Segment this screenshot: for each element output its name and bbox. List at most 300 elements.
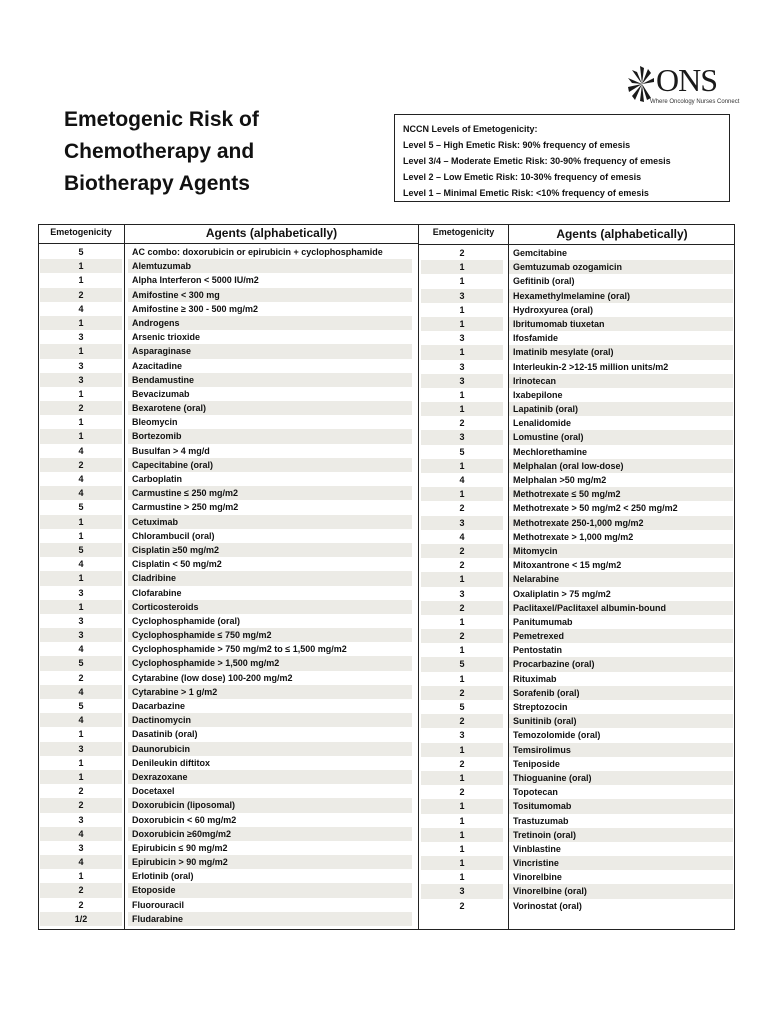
table-row: [421, 757, 733, 771]
emetogenicity-value: 1: [421, 260, 503, 274]
emetogenicity-value: 3: [78, 332, 84, 343]
agent-name: Denileukin diftitox: [132, 757, 211, 768]
agent-name: Hydroxyurea (oral): [513, 304, 594, 315]
emetogenicity-value: 4: [459, 531, 465, 542]
emetogenicity-value: 3: [459, 333, 465, 344]
emetogenicity-value: 1: [459, 815, 465, 826]
table-row: [421, 388, 733, 402]
agent-name: Epirubicin ≤ 90 mg/m2: [132, 842, 228, 853]
agent-name: Rituximab: [513, 673, 557, 684]
agent-name: Bortezomib: [128, 429, 412, 443]
agent-name: Cyclophosphamide ≤ 750 mg/m2: [128, 628, 412, 642]
agent-name: Corticosteroids: [128, 600, 412, 614]
table-row: [421, 572, 733, 586]
emetogenicity-value: 4: [78, 474, 84, 484]
emetogenicity-value: 4: [78, 644, 84, 655]
agent-name: Ixabepilone: [513, 389, 563, 400]
table-row: [40, 727, 412, 741]
agent-name: Interleukin-2 >12-15 million units/m2: [513, 361, 669, 372]
emetogenicity-value: 3: [78, 360, 84, 371]
emetogenicity-value: 5: [78, 247, 84, 257]
emetogenicity-value: 2: [421, 629, 503, 643]
table-row: [421, 246, 733, 260]
agent-name: Carmustine ≤ 250 mg/m2: [128, 486, 412, 500]
levels-heading: NCCN Levels of Emetogenicity:: [403, 124, 538, 134]
emetogenicity-value: 5: [459, 446, 465, 457]
emetogenicity-value: 1: [459, 673, 465, 684]
table-row: [40, 756, 412, 770]
table-row: [40, 373, 412, 387]
agent-name: Erlotinib (oral): [132, 871, 194, 882]
agent-name: Temozolomide (oral): [513, 730, 601, 741]
table-row: [421, 657, 733, 671]
logo-tagline: Where Oncology Nurses Connect: [650, 99, 740, 105]
table-row: [40, 330, 412, 344]
table-row: [421, 587, 733, 601]
agent-name: Arsenic trioxide: [132, 332, 201, 343]
header-rule-left: [38, 243, 418, 244]
agent-name: Androgens: [128, 316, 412, 330]
emetogenicity-value: 1: [421, 487, 503, 501]
table-row: [421, 601, 733, 615]
table-row: [40, 415, 412, 429]
table-row: [421, 728, 733, 742]
agent-name: Dasatinib (oral): [132, 729, 198, 740]
table-row: [421, 828, 733, 842]
header-emetogenicity-right: Emetogenicity: [432, 227, 495, 237]
agent-name: Vorinostat (oral): [513, 900, 582, 911]
agent-name: Tretinoin (oral): [509, 828, 733, 842]
agent-name: Methotrexate ≤ 50 mg/m2: [509, 487, 733, 501]
table-row: [40, 288, 412, 302]
agent-name: Pentostatin: [513, 645, 563, 656]
agent-name: Docetaxel: [132, 786, 175, 797]
agent-name: Epirubicin > 90 mg/m2: [128, 855, 412, 869]
agent-name: Lapatinib (oral): [509, 402, 733, 416]
agent-name: Gemtuzumab ozogamicin: [509, 260, 733, 274]
table-row: [40, 770, 412, 784]
agent-name: Alemtuzumab: [128, 259, 412, 273]
agent-name: Pemetrexed: [509, 629, 733, 643]
emetogenicity-value: 2: [78, 786, 84, 797]
table-row: [421, 870, 733, 884]
table-row: [40, 500, 412, 514]
agent-name: Methotrexate 250-1,000 mg/m2: [509, 516, 733, 530]
agent-name: Methotrexate > 1,000 mg/m2: [513, 531, 634, 542]
agent-name: Cytarabine > 1 g/m2: [128, 685, 412, 699]
agent-name: Cetuximab: [128, 515, 412, 529]
table-row: [40, 429, 412, 443]
title-line-3: Biotherapy Agents: [64, 172, 250, 195]
emetogenicity-value: 1: [78, 417, 84, 428]
emetogenicity-value: 5: [78, 502, 84, 513]
table-row: [40, 784, 412, 798]
emetogenicity-value: 2: [459, 758, 465, 769]
agent-name: Vinblastine: [513, 843, 561, 854]
agent-name: Imatinib mesylate (oral): [509, 345, 733, 359]
table-row: [421, 799, 733, 813]
table-row: [40, 302, 412, 316]
table-row: [40, 458, 412, 472]
agent-name: Amifostine ≥ 300 - 500 mg/m2: [132, 303, 258, 314]
nccn-levels-box: [394, 114, 730, 202]
agent-name: Ibritumomab tiuxetan: [509, 317, 733, 331]
emetogenicity-value: 2: [421, 601, 503, 615]
agent-name: Dexrazoxane: [128, 770, 412, 784]
emetogenicity-value: 4: [40, 827, 122, 841]
agent-name: Azacitadine: [132, 360, 183, 371]
emetogenicity-value: 2: [459, 418, 465, 429]
emetogenicity-value: 2: [421, 686, 503, 700]
level-item: Level 5 – High Emetic Risk: 90% frequency of emesis: [403, 140, 631, 150]
header-emetogenicity-left: Emetogenicity: [50, 227, 112, 237]
emetogenicity-value: 1: [40, 600, 122, 614]
emetogenicity-value: 4: [78, 303, 84, 314]
agent-name: Sunitinib (oral): [509, 714, 733, 728]
agent-name: Irinotecan: [509, 374, 733, 388]
header-rule-right: [418, 244, 735, 245]
table-row: [40, 614, 412, 628]
table-row: [40, 813, 412, 827]
emetogenicity-value: 1: [40, 571, 122, 585]
table-row: [421, 544, 733, 558]
table-row: [421, 516, 733, 530]
agent-name: Gemcitabine: [513, 248, 568, 258]
table-row: [40, 316, 412, 330]
emetogenicity-value: 5: [40, 543, 122, 557]
agent-name: Oxaliplatin > 75 mg/m2: [513, 588, 611, 599]
table-row: [40, 344, 412, 358]
emetogenicity-value: 1: [459, 276, 465, 287]
agent-name: Amifostine < 300 mg: [128, 288, 412, 302]
table-row: [40, 671, 412, 685]
agent-name: Topotecan: [513, 787, 558, 798]
emetogenicity-value: 2: [78, 672, 84, 683]
table-row: [40, 486, 412, 500]
table-row: [421, 331, 733, 345]
table-row: [40, 656, 412, 670]
agent-name: Thioguanine (oral): [509, 771, 733, 785]
emetogenicity-value: 1: [40, 770, 122, 784]
agent-name: Clofarabine: [132, 587, 182, 598]
emetogenicity-value: 2: [459, 248, 465, 258]
table-row: [40, 827, 412, 841]
table-row: [40, 571, 412, 585]
table-row: [40, 245, 412, 259]
table-row: [40, 798, 412, 812]
table-row: [421, 856, 733, 870]
emetogenicity-value: 2: [40, 798, 122, 812]
emetogenicity-value: 1: [40, 259, 122, 273]
emetogenicity-value: 1/2: [40, 912, 122, 926]
emetogenicity-value: 3: [78, 814, 84, 825]
emetogenicity-value: 4: [40, 855, 122, 869]
agent-name: Hexamethylmelamine (oral): [509, 289, 733, 303]
emetogenicity-value: 1: [421, 345, 503, 359]
agent-name: Doxorubicin ≥60mg/m2: [128, 827, 412, 841]
agent-name: Ifosfamide: [513, 333, 559, 344]
table-row: [40, 685, 412, 699]
table-row: [421, 842, 733, 856]
emetogenicity-value: 2: [78, 899, 84, 910]
table-row: [421, 473, 733, 487]
table-row: [421, 445, 733, 459]
table-row: [40, 898, 412, 912]
agent-name: Bendamustine: [128, 373, 412, 387]
agent-name: Asparaginase: [128, 344, 412, 358]
agent-name: Teniposide: [513, 758, 560, 769]
emetogenicity-value: 1: [459, 872, 465, 883]
agent-name: Nelarabine: [509, 572, 733, 586]
table-row: [421, 672, 733, 686]
table-row: [421, 260, 733, 274]
agent-name: Cisplatin ≥50 mg/m2: [128, 543, 412, 557]
level-item: Level 3/4 – Moderate Emetic Risk: 30-90% frequency of emesis: [403, 156, 671, 166]
emetogenicity-value: 4: [78, 559, 84, 570]
table-row: [421, 530, 733, 544]
table-row: [421, 360, 733, 374]
emetogenicity-value: 2: [459, 787, 465, 798]
agents-list-left: [40, 245, 412, 926]
emetogenicity-value: 1: [78, 729, 84, 740]
table-row: [421, 345, 733, 359]
agent-name: Fludarabine: [128, 912, 412, 926]
header-agents-left: Agents (alphabetically): [205, 226, 338, 240]
table-row: [40, 912, 412, 926]
emetogenicity-value: 2: [421, 714, 503, 728]
agent-name: AC combo: doxorubicin or epirubicin + cyclophosphamide: [132, 247, 383, 257]
table-row: [421, 303, 733, 317]
emetogenicity-value: 2: [40, 288, 122, 302]
agent-name: Mitoxantrone < 15 mg/m2: [513, 560, 622, 571]
emetogenicity-value: 3: [40, 373, 122, 387]
agent-name: Trastuzumab: [513, 815, 569, 826]
table-row: [40, 742, 412, 756]
agent-name: Bleomycin: [132, 417, 178, 428]
emetogenicity-value: 1: [421, 572, 503, 586]
title-line-1: Emetogenic Risk of: [64, 108, 259, 131]
table-row: [40, 586, 412, 600]
agent-name: Fluorouracil: [132, 899, 185, 910]
table-row: [40, 359, 412, 373]
agent-name: Cladribine: [128, 571, 412, 585]
agent-name: Procarbazine (oral): [509, 657, 733, 671]
table-row: [421, 785, 733, 799]
emetogenicity-value: 1: [459, 645, 465, 656]
emetogenicity-value: 1: [421, 743, 503, 757]
emetogenicity-value: 3: [40, 742, 122, 756]
table-row: [40, 259, 412, 273]
emetogenicity-value: 1: [40, 344, 122, 358]
table-row: [40, 543, 412, 557]
emetogenicity-value: 1: [459, 304, 465, 315]
agent-name: Vincristine: [509, 856, 733, 870]
table-row: [40, 855, 412, 869]
column-divider: [418, 224, 419, 930]
emetogenicity-value: 2: [459, 503, 465, 514]
agent-name: Paclitaxel/Paclitaxel albumin-bound: [509, 601, 733, 615]
emetogenicity-value: 2: [459, 560, 465, 571]
agent-name: Tositumomab: [509, 799, 733, 813]
agent-name: Sorafenib (oral): [509, 686, 733, 700]
agent-name: Alpha Interferon < 5000 IU/m2: [132, 275, 259, 286]
emetogenicity-value: 3: [421, 430, 503, 444]
emetogenicity-value: 1: [78, 871, 84, 882]
table-row: [421, 402, 733, 416]
emetogenicity-value: 3: [40, 628, 122, 642]
table-row: [40, 642, 412, 656]
logo-wordmark: ONS: [656, 62, 718, 98]
agent-name: Gefitinib (oral): [513, 276, 575, 287]
table-row: [421, 274, 733, 288]
table-row: [421, 629, 733, 643]
agent-name: Methotrexate > 50 mg/m2 < 250 mg/m2: [513, 503, 678, 514]
table-row: [421, 700, 733, 714]
emetogenicity-value: 2: [40, 458, 122, 472]
agent-name: Dactinomycin: [128, 713, 412, 727]
table-row: [421, 771, 733, 785]
table-row: [40, 713, 412, 727]
agent-name: Cisplatin < 50 mg/m2: [132, 559, 222, 570]
page-title: [64, 104, 364, 200]
table-row: [421, 459, 733, 473]
table-row: [421, 501, 733, 515]
emetogenicity-value: 3: [78, 842, 84, 853]
agent-name: Cyclophosphamide (oral): [132, 615, 241, 626]
agent-name: Vinorelbine: [513, 872, 562, 883]
emetogenicity-value: 2: [421, 544, 503, 558]
table-row: [421, 289, 733, 303]
agent-name: Temsirolimus: [509, 743, 733, 757]
emetogenicity-value: 1: [459, 843, 465, 854]
agent-name: Cyclophosphamide > 750 mg/m2 to ≤ 1,500 mg/m2: [132, 644, 347, 655]
agent-name: Busulfan > 4 mg/d: [132, 445, 210, 456]
emetogenicity-value: 1: [421, 771, 503, 785]
agent-name: Streptozocin: [513, 702, 568, 712]
emetogenicity-value: 1: [421, 828, 503, 842]
emetogenicity-value: 1: [78, 275, 84, 286]
table-row: [40, 401, 412, 415]
emetogenicity-value: 1: [459, 616, 465, 627]
agent-name: Cyclophosphamide > 1,500 mg/m2: [128, 656, 412, 670]
table-row: [421, 643, 733, 657]
table-row: [421, 743, 733, 757]
table-row: [40, 529, 412, 543]
table-row: [40, 515, 412, 529]
emetogenicity-value: 4: [78, 445, 84, 456]
emetogenicity-value: 1: [421, 459, 503, 473]
agent-name: Carboplatin: [132, 474, 183, 484]
emetogenicity-value: 3: [421, 374, 503, 388]
table-row: [40, 444, 412, 458]
table-row: [421, 884, 733, 898]
emetogenicity-value: 1: [421, 799, 503, 813]
level-item: Level 1 – Minimal Emetic Risk: <10% frequency of emesis: [403, 188, 649, 198]
emetogenicity-value: 2: [40, 401, 122, 415]
agent-name: Mechlorethamine: [513, 446, 588, 457]
agent-name: Lenalidomide: [513, 418, 572, 429]
agent-name: Melphalan >50 mg/m2: [513, 475, 607, 485]
emetogenicity-value: 4: [40, 486, 122, 500]
agent-name: Dacarbazine: [132, 701, 186, 711]
agent-name: Cytarabine (low dose) 100-200 mg/m2: [132, 672, 293, 683]
title-line-2: Chemotherapy and: [64, 140, 255, 163]
agent-name: Doxorubicin < 60 mg/m2: [132, 814, 237, 825]
agent-name: Doxorubicin (liposomal): [128, 798, 412, 812]
emetogenicity-value: 1: [421, 856, 503, 870]
emetogenicity-value: 1: [459, 389, 465, 400]
emetogenicity-value: 3: [78, 587, 84, 598]
table-row: [421, 430, 733, 444]
table-row: [421, 714, 733, 728]
table-row: [421, 487, 733, 501]
table-row: [421, 374, 733, 388]
emetogenicity-value: 3: [421, 884, 503, 898]
agent-name: Mitomycin: [509, 544, 733, 558]
table-row: [421, 686, 733, 700]
emetogenicity-value: 3: [421, 289, 503, 303]
emetogenicity-value: 4: [40, 713, 122, 727]
table-row: [40, 841, 412, 855]
agent-name: Capecitabine (oral): [128, 458, 412, 472]
emetogenicity-value: 1: [78, 530, 84, 541]
emetogenicity-value: 5: [459, 702, 465, 712]
emetogenicity-value: 1: [40, 316, 122, 330]
agent-name: Melphalan (oral low-dose): [509, 459, 733, 473]
table-row: [40, 387, 412, 401]
emetogenicity-value: 3: [421, 516, 503, 530]
emetogenicity-value: 2: [459, 900, 465, 911]
table-row: [40, 557, 412, 571]
agent-name: Carmustine > 250 mg/m2: [132, 502, 239, 513]
table-row: [40, 600, 412, 614]
table-row: [421, 615, 733, 629]
table-row: [40, 869, 412, 883]
agent-name: Vinorelbine (oral): [509, 884, 733, 898]
table-row: [421, 558, 733, 572]
table-row: [40, 472, 412, 486]
emetogenicity-value: 3: [459, 361, 465, 372]
emetogenicity-value: 5: [421, 657, 503, 671]
emetogenicity-value: 1: [421, 402, 503, 416]
agent-name: Etoposide: [128, 883, 412, 897]
table-row: [40, 699, 412, 713]
table-row: [421, 899, 733, 913]
agent-name: Lomustine (oral): [509, 430, 733, 444]
table-row: [421, 416, 733, 430]
agent-name: Panitumumab: [513, 616, 573, 627]
level-item: Level 2 – Low Emetic Risk: 10-30% frequency of emesis: [403, 172, 642, 182]
table-row: [40, 273, 412, 287]
emetogenicity-value: 3: [78, 615, 84, 626]
emetogenicity-value: 3: [459, 730, 465, 741]
agent-name: Bevacizumab: [132, 388, 190, 399]
emetogenicity-value: 1: [78, 757, 84, 768]
emetogenicity-value: 5: [40, 656, 122, 670]
agent-name: Bexarotene (oral): [128, 401, 412, 415]
emetogenicity-value: 2: [40, 883, 122, 897]
emetogenicity-value: 4: [40, 685, 122, 699]
table-row: [421, 317, 733, 331]
emetogenicity-value: 1: [40, 429, 122, 443]
agent-name: Chlorambucil (oral): [132, 530, 215, 541]
emetogenicity-value: 4: [459, 475, 465, 485]
agent-name: Daunorubicin: [128, 742, 412, 756]
agents-list-right: [421, 246, 733, 913]
emetogenicity-value: 3: [459, 588, 465, 599]
header-agents-right: Agents (alphabetically): [556, 227, 688, 241]
emetogenicity-value: 5: [78, 701, 84, 711]
